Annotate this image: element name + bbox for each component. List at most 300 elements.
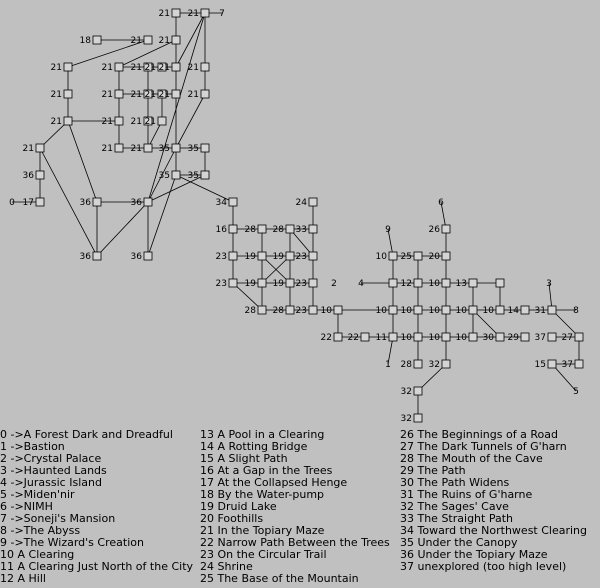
- room-label: 23: [295, 279, 307, 289]
- room-square: [414, 252, 422, 260]
- room-square: [309, 225, 317, 233]
- room-label: 24: [295, 198, 307, 208]
- room-label: 21: [187, 9, 199, 19]
- room-label: 1: [385, 360, 391, 370]
- map-room: [429, 252, 450, 262]
- room-label: 10: [400, 333, 412, 343]
- map-room: [508, 306, 529, 316]
- map-room: [535, 333, 556, 343]
- map-room: [429, 333, 450, 343]
- legend-entry: 2 ->Crystal Palace: [0, 452, 102, 465]
- map-room: [131, 252, 152, 262]
- room-label: 21: [158, 63, 170, 73]
- room-label: 29: [507, 333, 519, 343]
- room-square: [229, 225, 237, 233]
- room-label: 28: [244, 225, 256, 235]
- map-room: [376, 306, 397, 316]
- map-room: [51, 90, 72, 100]
- legend-entry: 36 Under the Topiary Maze: [400, 548, 548, 561]
- room-square: [286, 252, 294, 260]
- room-label: 6: [438, 198, 444, 208]
- map-room: [245, 306, 266, 316]
- map-room: [496, 279, 504, 287]
- room-square: [36, 198, 44, 206]
- map-room: [9, 198, 15, 208]
- room-label: 3: [546, 279, 552, 289]
- map-room: [535, 306, 556, 316]
- room-label: 21: [158, 36, 170, 46]
- room-label: 21: [101, 63, 113, 73]
- room-label: 21: [130, 117, 142, 127]
- map-room: [401, 333, 422, 343]
- room-label: 22: [320, 333, 332, 343]
- map-room: [296, 225, 317, 235]
- map-room: [188, 90, 209, 100]
- room-square: [442, 225, 450, 233]
- map-room: [245, 252, 266, 262]
- room-label: 21: [22, 144, 34, 154]
- map-room: [102, 144, 123, 154]
- room-square: [201, 9, 209, 17]
- room-label: 21: [50, 90, 62, 100]
- legend-entry: 26 The Beginnings of a Road: [400, 428, 558, 441]
- legend-column-2: [200, 429, 390, 585]
- room-label: 7: [219, 9, 225, 19]
- room-square: [469, 306, 477, 314]
- room-label: 21: [144, 117, 156, 127]
- legend-entry: 25 The Base of the Mountain: [200, 572, 359, 585]
- room-square: [442, 279, 450, 287]
- room-label: 5: [573, 387, 579, 397]
- room-square: [172, 9, 180, 17]
- legend-entry: 29 The Path: [400, 464, 466, 477]
- room-square: [469, 333, 477, 341]
- legend-entry: 12 A Hill: [0, 572, 46, 585]
- legend-entry: 19 Druid Lake: [200, 500, 277, 513]
- room-label: 21: [144, 63, 156, 73]
- room-label: 10: [375, 306, 387, 316]
- room-square: [201, 90, 209, 98]
- map-room: [80, 198, 101, 208]
- room-square: [414, 279, 422, 287]
- room-label: 36: [130, 198, 142, 208]
- room-label: 10: [482, 306, 494, 316]
- room-square: [575, 360, 583, 368]
- map-room: [483, 333, 504, 343]
- room-square: [286, 225, 294, 233]
- room-label: 21: [158, 90, 170, 100]
- map-room: [216, 198, 237, 208]
- legend-entry: 16 At a Gap in the Trees: [200, 464, 333, 477]
- map-room: [131, 198, 152, 208]
- map-room: [145, 117, 166, 127]
- room-label: 26: [428, 225, 440, 235]
- map-room: [102, 117, 123, 127]
- map-room: [401, 252, 422, 262]
- map-room: [51, 117, 72, 127]
- room-square: [575, 333, 583, 341]
- room-square: [414, 387, 422, 395]
- room-square: [496, 333, 504, 341]
- room-square: [548, 360, 556, 368]
- legend-entry: 5 ->Miden'nir: [0, 488, 75, 501]
- room-label: 10: [428, 333, 440, 343]
- room-label: 35: [187, 171, 199, 181]
- room-label: 19: [244, 279, 256, 289]
- map-room: [188, 171, 209, 181]
- room-label: 35: [158, 171, 170, 181]
- map-room: [508, 333, 529, 343]
- map-room: [429, 306, 450, 316]
- room-label: 10: [428, 306, 440, 316]
- room-label: 21: [130, 90, 142, 100]
- legend-column-3: [400, 429, 587, 573]
- legend-column-1: [0, 429, 193, 585]
- room-square: [115, 90, 123, 98]
- legend-entry: 23 On the Circular Trail: [200, 548, 327, 561]
- room-label: 21: [130, 144, 142, 154]
- map-room: [401, 414, 422, 424]
- room-label: 28: [272, 225, 284, 235]
- map-room: [159, 63, 180, 73]
- room-square: [389, 279, 397, 287]
- room-square: [548, 333, 556, 341]
- map-room: [376, 333, 397, 343]
- room-square: [172, 63, 180, 71]
- legend-entry: 7 ->Soneji's Mansion: [0, 512, 116, 525]
- room-square: [469, 279, 477, 287]
- room-square: [144, 36, 152, 44]
- map-room: [348, 333, 369, 343]
- room-square: [201, 144, 209, 152]
- legend-entry: 32 The Sages' Cave: [400, 500, 509, 513]
- map-room: [321, 306, 342, 316]
- room-square: [93, 252, 101, 260]
- map-room: [321, 333, 342, 343]
- room-label: 28: [400, 360, 412, 370]
- legend-entry: 37 unexplored (too high level): [400, 560, 567, 573]
- room-square: [442, 306, 450, 314]
- room-square: [64, 90, 72, 98]
- legend-entry: 0 ->A Forest Dark and Dreadful: [0, 428, 173, 441]
- room-square: [309, 306, 317, 314]
- legend-entry: 4 ->Jurassic Island: [0, 476, 102, 489]
- legend-entry: 22 Narrow Path Between the Trees: [200, 536, 390, 549]
- map-room: [23, 198, 44, 208]
- map-room: [131, 144, 152, 154]
- legend-entry: 20 Foothills: [200, 512, 264, 525]
- map-room: [188, 9, 209, 19]
- legend-entry: 28 The Mouth of the Cave: [400, 452, 543, 465]
- map-room: [245, 279, 266, 289]
- map-room: [401, 387, 422, 397]
- map-room: [429, 360, 450, 370]
- room-label: 19: [272, 252, 284, 262]
- map-room: [296, 198, 317, 208]
- room-square: [201, 63, 209, 71]
- map-connection: [97, 202, 148, 256]
- map-room: [562, 360, 583, 370]
- room-label: 23: [215, 252, 227, 262]
- map-room: [51, 63, 72, 73]
- room-label: 21: [101, 90, 113, 100]
- room-label: 22: [347, 333, 359, 343]
- map-room: [385, 225, 391, 235]
- room-label: 36: [79, 252, 91, 262]
- room-label: 27: [561, 333, 573, 343]
- room-square: [389, 252, 397, 260]
- room-square: [144, 252, 152, 260]
- map-room: [535, 360, 556, 370]
- room-label: 20: [428, 252, 440, 262]
- room-label: 32: [400, 387, 412, 397]
- map-room: [296, 306, 317, 316]
- room-label: 32: [428, 360, 440, 370]
- room-square: [93, 36, 101, 44]
- map-room: [401, 360, 422, 370]
- room-square: [414, 414, 422, 422]
- room-square: [309, 252, 317, 260]
- room-label: 19: [244, 252, 256, 262]
- room-label: 32: [400, 414, 412, 424]
- map-room: [23, 144, 44, 154]
- room-label: 21: [130, 63, 142, 73]
- room-label: 36: [79, 198, 91, 208]
- room-square: [258, 225, 266, 233]
- room-label: 21: [187, 90, 199, 100]
- room-label: 21: [50, 117, 62, 127]
- map-room: [456, 279, 477, 289]
- room-square: [144, 198, 152, 206]
- map-room: [296, 279, 317, 289]
- map-room: [216, 225, 237, 235]
- legend-entry: 3 ->Haunted Lands: [0, 464, 107, 477]
- room-square: [258, 252, 266, 260]
- room-label: 21: [101, 117, 113, 127]
- room-square: [442, 360, 450, 368]
- map-room: [159, 9, 180, 19]
- legend-entry: 1 ->Bastion: [0, 440, 65, 453]
- room-label: 10: [400, 306, 412, 316]
- map-room: [188, 63, 209, 73]
- map-room: [456, 333, 477, 343]
- room-label: 13: [455, 279, 467, 289]
- legend-entry: 33 The Straight Path: [400, 512, 513, 525]
- legend-entry: 31 The Ruins of G'harne: [400, 488, 533, 501]
- room-label: 33: [295, 225, 307, 235]
- map-room: [358, 279, 364, 289]
- legend-entry: 21 In the Topiary Maze: [200, 524, 325, 537]
- legend-entry: 10 A Clearing: [0, 548, 75, 561]
- room-label: 12: [400, 279, 412, 289]
- map-room: [389, 279, 397, 287]
- room-label: 25: [400, 252, 412, 262]
- map-room: [102, 90, 123, 100]
- map-connection: [176, 94, 205, 148]
- legend-entry: 27 The Dark Tunnels of G'harn: [400, 440, 567, 453]
- room-label: 17: [22, 198, 34, 208]
- map-room: [438, 198, 444, 208]
- map-room: [429, 279, 450, 289]
- room-square: [521, 333, 529, 341]
- room-square: [286, 306, 294, 314]
- map-room: [273, 225, 294, 235]
- room-square: [389, 306, 397, 314]
- room-label: 23: [215, 279, 227, 289]
- map-room: [219, 9, 225, 19]
- room-label: 2: [331, 279, 337, 289]
- room-label: 28: [244, 306, 256, 316]
- legend-entry: 18 By the Water-pump: [200, 488, 325, 501]
- room-label: 35: [187, 144, 199, 154]
- map-rooms: [9, 9, 583, 424]
- room-label: 18: [79, 36, 91, 46]
- room-square: [334, 333, 342, 341]
- room-label: 8: [573, 306, 579, 316]
- room-square: [389, 333, 397, 341]
- legend-entry: 8 ->The Abyss: [0, 524, 81, 537]
- room-label: 34: [215, 198, 227, 208]
- legend-entry: 6 ->NIMH: [0, 500, 53, 513]
- room-square: [144, 144, 152, 152]
- map-room: [296, 252, 317, 262]
- room-square: [414, 360, 422, 368]
- legend-entry: 34 Toward the Northwest Clearing: [400, 524, 588, 537]
- room-square: [442, 252, 450, 260]
- map-room: [385, 360, 391, 370]
- room-square: [115, 144, 123, 152]
- legend-entry: 13 A Pool in a Clearing: [200, 428, 325, 441]
- room-square: [172, 171, 180, 179]
- map-room: [245, 225, 266, 235]
- room-square: [64, 63, 72, 71]
- room-label: 36: [22, 171, 34, 181]
- room-label: 0: [9, 198, 15, 208]
- map-connections: [12, 13, 579, 418]
- room-square: [258, 306, 266, 314]
- map-room: [401, 279, 422, 289]
- map-room: [573, 387, 579, 397]
- room-square: [158, 117, 166, 125]
- room-square: [201, 171, 209, 179]
- room-square: [334, 306, 342, 314]
- map-room: [376, 252, 397, 262]
- room-label: 31: [534, 306, 546, 316]
- room-label: 21: [101, 144, 113, 154]
- room-square: [229, 252, 237, 260]
- room-square: [36, 144, 44, 152]
- room-label: 19: [272, 279, 284, 289]
- room-square: [548, 306, 556, 314]
- map-room: [562, 333, 583, 343]
- map-room: [23, 171, 44, 181]
- room-label: 10: [320, 306, 332, 316]
- map-connection: [68, 121, 97, 202]
- room-label: 4: [358, 279, 364, 289]
- room-label: 21: [187, 63, 199, 73]
- room-square: [496, 306, 504, 314]
- room-label: 21: [130, 36, 142, 46]
- room-label: 30: [482, 333, 494, 343]
- map-room: [216, 279, 237, 289]
- room-square: [286, 279, 294, 287]
- legend-entry: 17 At the Collapsed Henge: [200, 476, 348, 489]
- room-label: 23: [295, 306, 307, 316]
- room-label: 11: [375, 333, 387, 343]
- room-label: 10: [375, 252, 387, 262]
- map-room: [273, 306, 294, 316]
- room-square: [93, 198, 101, 206]
- room-label: 28: [272, 306, 284, 316]
- map-room: [216, 252, 237, 262]
- map-room: [331, 279, 337, 289]
- map-room: [159, 36, 180, 46]
- room-label: 14: [507, 306, 519, 316]
- legend-entry: 14 A Rotting Bridge: [200, 440, 308, 453]
- room-label: 10: [455, 333, 467, 343]
- map-room: [131, 36, 152, 46]
- map-room: [273, 279, 294, 289]
- room-square: [414, 333, 422, 341]
- map-room: [401, 306, 422, 316]
- legend-entry: 11 A Clearing Just North of the City: [0, 560, 194, 573]
- room-label: 21: [50, 63, 62, 73]
- map-room: [573, 306, 579, 316]
- map-room: [273, 252, 294, 262]
- legend-entry: 15 A Slight Path: [200, 452, 288, 465]
- room-square: [172, 144, 180, 152]
- room-square: [496, 279, 504, 287]
- room-square: [229, 279, 237, 287]
- room-square: [309, 279, 317, 287]
- room-square: [414, 306, 422, 314]
- room-square: [36, 171, 44, 179]
- room-label: 37: [534, 333, 546, 343]
- map-room: [546, 279, 552, 289]
- room-label: 9: [385, 225, 391, 235]
- room-label: 16: [215, 225, 227, 235]
- room-legend: [0, 429, 600, 588]
- map-room: [159, 144, 180, 154]
- map-room: [188, 144, 209, 154]
- legend-entry: 35 Under the Canopy: [400, 536, 518, 549]
- map-room: [429, 225, 450, 235]
- legend-entry: 24 Shrine: [200, 560, 253, 573]
- room-label: 21: [158, 9, 170, 19]
- room-label: 15: [534, 360, 546, 370]
- room-label: 35: [158, 144, 170, 154]
- room-square: [115, 63, 123, 71]
- map-room: [483, 306, 504, 316]
- map-room: [102, 63, 123, 73]
- room-square: [64, 117, 72, 125]
- room-label: 21: [144, 90, 156, 100]
- room-square: [361, 333, 369, 341]
- room-square: [172, 36, 180, 44]
- room-label: 36: [130, 252, 142, 262]
- map-room: [80, 252, 101, 262]
- room-square: [309, 198, 317, 206]
- map-room: [159, 90, 180, 100]
- room-label: 37: [561, 360, 573, 370]
- legend-entry: 9 ->The Wizard's Creation: [0, 536, 144, 549]
- map-room: [456, 306, 477, 316]
- legend-entry: 30 The Path Widens: [400, 476, 510, 489]
- room-square: [258, 279, 266, 287]
- room-square: [115, 117, 123, 125]
- room-label: 10: [455, 306, 467, 316]
- room-square: [521, 306, 529, 314]
